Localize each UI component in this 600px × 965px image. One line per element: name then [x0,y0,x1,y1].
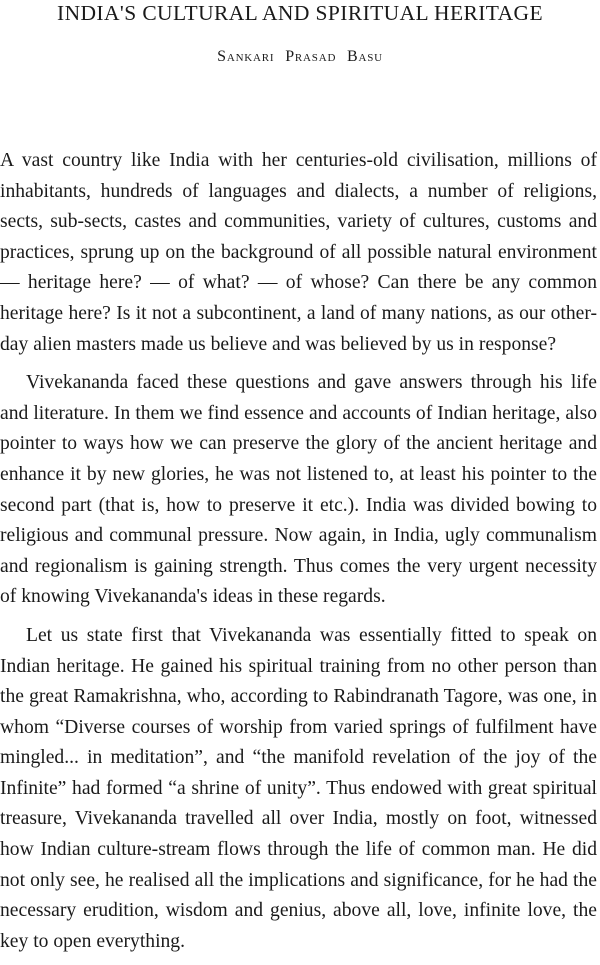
body-text [0,146,597,965]
paragraph-2: Vivekananda faced these questions and gave answers through his life and literature. In them we find essence and accounts of Indian heritage, also pointer to ways how we can preserve the glory of the ancient heritage and enhance it by new glories, he was not listened to, at least his pointer to the second part (that is, how to preserve it etc.). India was divided bowing to religious and communal pressure. Now again, in India, ugly communalism and regionalism is gaining strength. Thus comes the very urgent necessity of knowing Vivekananda's ideas in these regards. [0,372,597,608]
author-name: Sankari Prasad Basu [217,48,383,65]
paragraph-1: A vast country like India with her centuries-old civilisation, millions of inhabitants, hundreds of languages and dialects, a number of religions, sects, sub-sects, castes and communities, variety of cultures, customs and practices, sprung up on the background of all possible natural environment — heritage here? — of what? — of whose? Can there be any common heritage here? Is it not a subcontinent, a land of many nations, as our other-day alien masters made us believe and was believed by us in response? [0,150,597,355]
page-title: INDIA'S CULTURAL AND SPIRITUAL HERITAGE [57,1,543,25]
paragraph-3: Let us state first that Vivekananda was essentially fitted to speak on Indian heritage. He gained his spiritual training from no other person than the great Ramakrishna, who, according to Rabindranath Tagore, was one, in whom “Diverse courses of worship from varied springs of fulfilment have mingled... in meditation”, and “the manifold revelation of the joy of the Infinite” had formed “a shrine of unity”. Thus endowed with great spiritual treasure, Vivekananda travelled all over India, mostly on foot, witnessed how Indian culture-stream flows through the life of common man. He did not only see, he realised all the implications and significance, for he had the necessary erudition, wisdom and genius, above all, love, infinite love, the key to open everything. [0,624,597,952]
